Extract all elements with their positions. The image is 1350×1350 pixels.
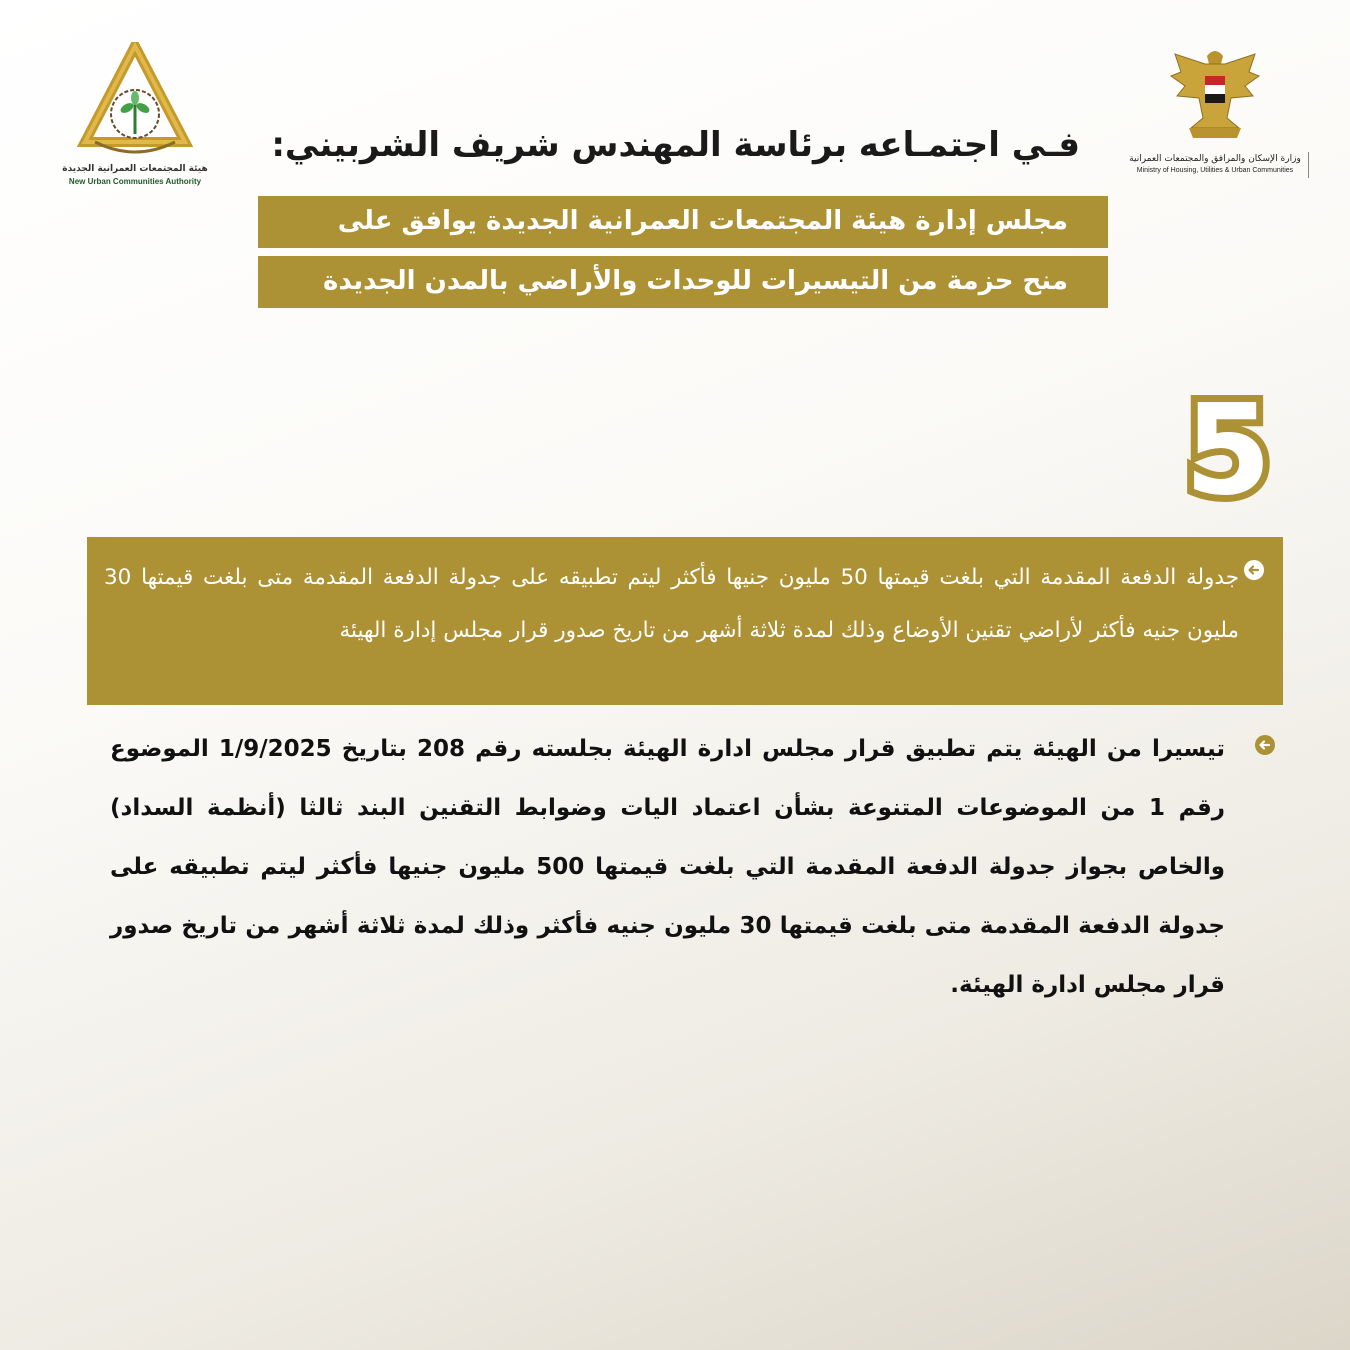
item-number-text: 5 [1184, 385, 1272, 515]
point-2-text: تيسيرا من الهيئة يتم تطبيق قرار مجلس ادارة الهيئة بجلسته رقم 208 بتاريخ 1/9/2025 الموضوع رقم 1 من الموضوعات المتنوعة بشأن اعتماد اليات وضوابط التقنين البند ثالثا (أنظمة السداد) والخاص بجواز جدولة الدفعة المقدمة التي بلغت قيمتها 500 مليون جنيها فأكثر ليتم تطبيقه على جدولة الدفعة المقدمة متى بلغت قيمتها 30 مليون جنيه فأكثر وذلك لمدة ثلاثة أشهر من تاريخ صدور قرار مجلس ادارة الهيئة. [110, 736, 1225, 998]
nuca-logo [55, 42, 215, 192]
banner-line-2: منح حزمة من التيسيرات للوحدات والأراضي بالمدن الجديدة [258, 256, 1108, 308]
nuca-emblem-icon [55, 42, 215, 162]
ministry-name-en: Ministry of Housing, Utilities & Urban Communities [1136, 167, 1294, 174]
nuca-name-ar: هيئة المجتمعات العمرانية الجديدة [62, 164, 208, 174]
banner-line-1: مجلس إدارة هيئة المجتمعات العمرانية الجديدة يوافق على [258, 196, 1108, 248]
point-1-text: جدولة الدفعة المقدمة التي بلغت قيمتها 50 مليون جنيها فأكثر ليتم تطبيقه على جدولة الدفعة المقدمة متى بلغت قيمتها 30 مليون جنيه فأكثر لأراضي تقنين الأوضاع وذلك لمدة ثلاثة أشهر من تاريخ صدور قرار مجلس إدارة الهيئة [104, 565, 1239, 643]
arrow-left-circle-icon [1254, 734, 1276, 756]
logo-divider [1308, 152, 1309, 178]
headline: فـي اجتمـاعه برئاسة المهندس شريف الشربيني: [271, 125, 1080, 165]
nuca-name-en: New Urban Communities Authority [68, 177, 202, 186]
point-box-1 [87, 537, 1283, 705]
arrow-left-circle-icon [1243, 559, 1265, 581]
ministry-logo [1120, 42, 1315, 182]
ministry-name-ar: وزارة الإسكان والمرافق والمجتمعات العمرانية [1129, 154, 1301, 164]
eagle-emblem-icon [1120, 42, 1310, 147]
item-number [1160, 385, 1290, 515]
